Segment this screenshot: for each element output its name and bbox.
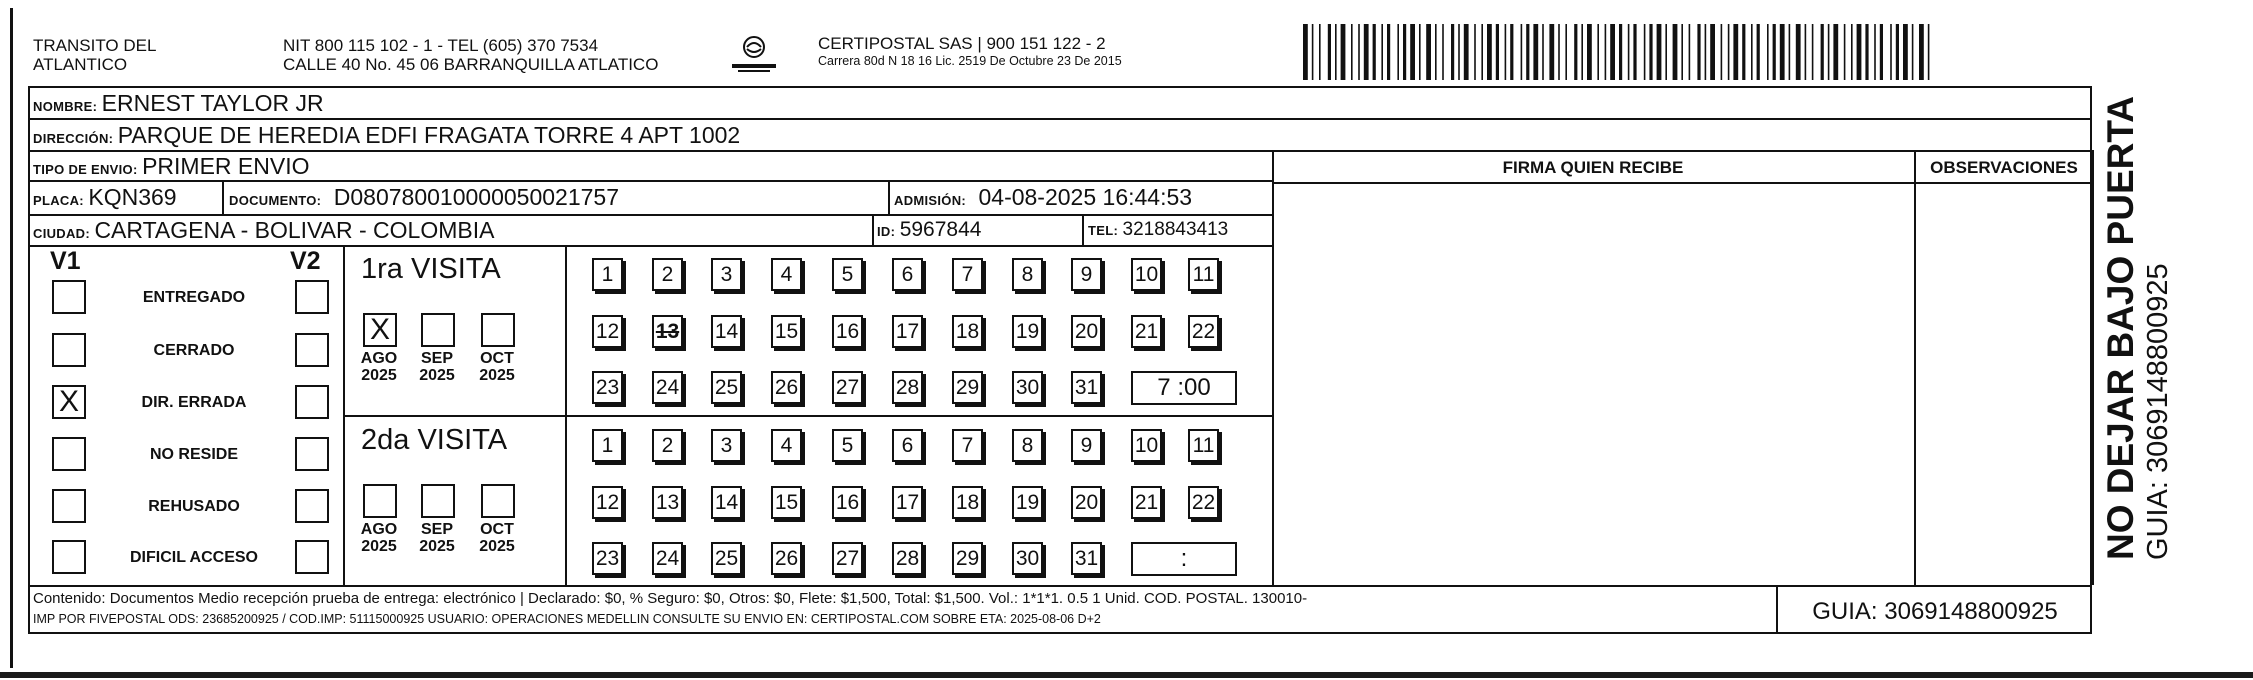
day-box[interactable]: 23 bbox=[592, 542, 623, 575]
day-box[interactable]: 20 bbox=[1071, 486, 1102, 519]
observaciones-header: OBSERVACIONES bbox=[1930, 158, 2078, 177]
row-divider bbox=[28, 245, 1272, 247]
barcode-bar bbox=[1328, 24, 1331, 80]
barcode-bar bbox=[1890, 24, 1892, 80]
barcode-bar bbox=[1710, 24, 1715, 80]
status-label: DIFICIL ACCESO bbox=[129, 549, 258, 566]
barcode-bar bbox=[1657, 24, 1662, 80]
v2-checkbox[interactable] bbox=[295, 385, 329, 419]
barcode-bar bbox=[1689, 24, 1691, 80]
month-checkbox[interactable] bbox=[421, 484, 455, 518]
barcode-bar bbox=[1851, 24, 1853, 80]
barcode-bar bbox=[1442, 24, 1444, 80]
barcode-bar bbox=[1928, 24, 1930, 80]
day-box[interactable]: 17 bbox=[892, 315, 923, 348]
day-box[interactable]: 20 bbox=[1071, 315, 1102, 348]
month-checkbox[interactable] bbox=[363, 484, 397, 518]
barcode-bar bbox=[1474, 24, 1476, 80]
barcode-bar bbox=[1912, 24, 1914, 80]
barcode-bar bbox=[1403, 24, 1406, 80]
month-label bbox=[471, 521, 523, 555]
barcode-bar bbox=[1521, 24, 1523, 80]
v1-header: V1 bbox=[50, 247, 81, 275]
barcode-bar bbox=[1435, 24, 1437, 80]
barcode-bar bbox=[1773, 24, 1776, 80]
day-box[interactable]: 12 bbox=[592, 315, 623, 348]
row-divider bbox=[28, 180, 1272, 182]
documento-label: DOCUMENTO: bbox=[229, 193, 322, 208]
status-label: CERRADO bbox=[153, 342, 235, 359]
barcode-bar bbox=[1312, 24, 1314, 80]
barcode-bar bbox=[1397, 24, 1399, 80]
row-divider bbox=[1272, 182, 2092, 184]
barcode-bar bbox=[1880, 24, 1883, 80]
v2-checkbox[interactable] bbox=[295, 437, 329, 471]
barcode-bar bbox=[1821, 24, 1824, 80]
day-box[interactable]: 3 bbox=[711, 429, 742, 462]
month-name: OCT bbox=[480, 350, 514, 367]
day-box[interactable]: 15 bbox=[771, 486, 802, 519]
day-box[interactable]: 19 bbox=[1012, 486, 1043, 519]
placa-label: PLACA: bbox=[33, 193, 84, 208]
side-guia: GUIA: 3069148800925 bbox=[2142, 263, 2174, 560]
month-name: AGO bbox=[360, 521, 398, 538]
day-box[interactable]: 5 bbox=[832, 429, 863, 462]
v2-checkbox[interactable] bbox=[295, 540, 329, 574]
day-box[interactable]: 18 bbox=[952, 486, 983, 519]
barcode-bar bbox=[1364, 24, 1369, 80]
day-box[interactable]: 9 bbox=[1071, 429, 1102, 462]
barcode-bar bbox=[1542, 24, 1544, 80]
barcode-bar bbox=[1665, 24, 1667, 80]
day-box[interactable]: 22 bbox=[1188, 486, 1219, 519]
day-box[interactable]: 4 bbox=[771, 429, 802, 462]
day-box[interactable]: 12 bbox=[592, 486, 623, 519]
barcode-bar bbox=[1673, 24, 1678, 80]
barcode-bar bbox=[1381, 24, 1383, 80]
barcode-bar bbox=[1757, 24, 1760, 80]
barcode-bar bbox=[1533, 24, 1538, 80]
col-divider bbox=[888, 182, 890, 214]
edge-line bbox=[10, 8, 13, 668]
barcode-bar bbox=[1628, 24, 1630, 80]
day-box[interactable]: 8 bbox=[1012, 258, 1043, 291]
day-box[interactable]: 5 bbox=[832, 258, 863, 291]
month-year: 2025 bbox=[479, 538, 515, 555]
day-box[interactable]: 17 bbox=[892, 486, 923, 519]
month-name: AGO bbox=[360, 350, 398, 367]
nombre-row bbox=[33, 90, 324, 117]
barcode-bar bbox=[1419, 24, 1421, 80]
ciudad-label: CIUDAD: bbox=[33, 226, 90, 241]
col-divider bbox=[1082, 214, 1084, 245]
barcode-bar bbox=[1812, 24, 1814, 80]
footer-guia-number: GUIA: 3069148800925 bbox=[1812, 598, 2058, 625]
day-box[interactable]: 29 bbox=[952, 542, 983, 575]
v2-checkbox[interactable] bbox=[295, 280, 329, 314]
col-divider bbox=[1272, 150, 1274, 585]
day-box[interactable]: 25 bbox=[711, 542, 742, 575]
barcode-bar bbox=[1619, 24, 1622, 80]
barcode-bar bbox=[1558, 24, 1560, 80]
status-label: DIR. ERRADA bbox=[141, 394, 247, 411]
barcode-bar bbox=[1874, 24, 1876, 80]
edge-line bbox=[0, 672, 2253, 678]
barcode-bar bbox=[1505, 24, 1507, 80]
placa-cell bbox=[33, 184, 177, 211]
id-cell bbox=[877, 218, 981, 242]
month-name: SEP bbox=[420, 350, 453, 367]
day-box[interactable]: 9 bbox=[1071, 258, 1102, 291]
day-box[interactable]: 2 bbox=[652, 258, 683, 291]
day-box[interactable]: 3 bbox=[711, 258, 742, 291]
barcode-bar bbox=[1319, 24, 1321, 80]
month-year: 2025 bbox=[419, 367, 455, 384]
month-year: 2025 bbox=[361, 367, 397, 384]
month-checkbox[interactable] bbox=[481, 313, 515, 347]
v2-header: V2 bbox=[290, 247, 321, 275]
barcode-bar bbox=[1633, 24, 1636, 80]
company-contact bbox=[283, 36, 658, 74]
row-divider bbox=[28, 214, 1272, 216]
day-box[interactable]: 18 bbox=[952, 315, 983, 348]
barcode-bar bbox=[1373, 24, 1376, 80]
barcode-bar bbox=[1780, 24, 1785, 80]
ciudad-value: CARTAGENA - BOLIVAR - COLOMBIA bbox=[94, 217, 495, 243]
col-divider bbox=[872, 214, 874, 245]
side-notice bbox=[2100, 60, 2230, 560]
day-box[interactable]: 16 bbox=[832, 315, 863, 348]
address-line: CALLE 40 No. 45 06 BARRANQUILLA ATLATICO bbox=[283, 55, 659, 74]
admision-value: 04-08-2025 16:44:53 bbox=[978, 184, 1193, 210]
v2-checkbox[interactable] bbox=[295, 489, 329, 523]
month-name: SEP bbox=[420, 521, 453, 538]
company-name-line2: ATLANTICO bbox=[33, 55, 128, 74]
month-label bbox=[411, 521, 463, 555]
admision-cell bbox=[894, 184, 1192, 211]
barcode-bar bbox=[1335, 24, 1337, 80]
barcode-bar bbox=[1387, 24, 1390, 80]
status-label: REHUSADO bbox=[148, 498, 240, 515]
time-field[interactable]: : bbox=[1131, 542, 1237, 576]
v1-checkbox[interactable] bbox=[52, 540, 86, 574]
firma-header: FIRMA QUIEN RECIBE bbox=[1502, 158, 1684, 177]
admision-label: ADMISIÓN: bbox=[894, 193, 967, 208]
barcode-bar bbox=[1789, 24, 1791, 80]
barcode-bar bbox=[1464, 24, 1469, 80]
barcode-bar bbox=[1857, 24, 1862, 80]
barcode-bar bbox=[1426, 24, 1431, 80]
barcode-bar bbox=[1828, 24, 1830, 80]
ciudad-cell bbox=[33, 217, 494, 244]
tel-value: 3218843413 bbox=[1122, 219, 1229, 240]
month-label bbox=[471, 350, 523, 384]
barcode-bar bbox=[1351, 24, 1353, 80]
barcode-bar bbox=[1733, 24, 1738, 80]
documento-cell bbox=[229, 184, 619, 211]
company-name-line1: TRANSITO DEL bbox=[33, 36, 157, 55]
visit-title: 1ra VISITA bbox=[361, 253, 501, 285]
barcode-bar bbox=[1487, 24, 1492, 80]
barcode-bar bbox=[1833, 24, 1838, 80]
barcode-bar bbox=[1742, 24, 1745, 80]
tel-label: TEL: bbox=[1088, 223, 1119, 238]
day-box[interactable]: 8 bbox=[1012, 429, 1043, 462]
barcode-bar bbox=[1728, 24, 1730, 80]
direccion-label: DIRECCIÓN: bbox=[33, 131, 114, 146]
day-box[interactable]: 16 bbox=[832, 486, 863, 519]
day-box[interactable]: 31 bbox=[1071, 542, 1102, 575]
nombre-value: ERNEST TAYLOR JR bbox=[101, 90, 324, 116]
nombre-label: NOMBRE: bbox=[33, 99, 98, 114]
month-checkbox[interactable] bbox=[421, 313, 455, 347]
status-label: ENTREGADO bbox=[142, 289, 246, 306]
placa-value: KQN369 bbox=[88, 184, 177, 210]
barcode-bar bbox=[1341, 24, 1346, 80]
id-value: 5967844 bbox=[899, 218, 982, 241]
month-year: 2025 bbox=[479, 367, 515, 384]
row-divider bbox=[28, 150, 2092, 152]
day-box[interactable]: 24 bbox=[652, 542, 683, 575]
month-label bbox=[411, 350, 463, 384]
day-box[interactable]: 29 bbox=[952, 371, 983, 404]
day-box[interactable]: 28 bbox=[892, 542, 923, 575]
barcode-bar bbox=[1649, 24, 1652, 80]
barcode-bar bbox=[1510, 24, 1513, 80]
day-box[interactable]: 26 bbox=[771, 371, 802, 404]
barcode-bar bbox=[1644, 24, 1646, 80]
v1-checkbox[interactable] bbox=[52, 437, 86, 471]
side-notice-line1: NO DEJAR BAJO PUERTA bbox=[2100, 96, 2141, 560]
tipo-envio-label: TIPO DE ENVIO: bbox=[33, 162, 138, 177]
day-box[interactable]: 14 bbox=[711, 486, 742, 519]
tel-cell bbox=[1088, 219, 1228, 241]
barcode-bar bbox=[1705, 24, 1707, 80]
v1-checkbox[interactable] bbox=[52, 333, 86, 367]
day-box[interactable]: 1 bbox=[592, 258, 623, 291]
barcode-bar bbox=[1549, 24, 1554, 80]
day-box[interactable]: 7 bbox=[952, 258, 983, 291]
day-box[interactable]: 13 bbox=[652, 486, 683, 519]
barcode-bar bbox=[1574, 24, 1577, 80]
day-box[interactable]: 22 bbox=[1188, 315, 1219, 348]
footer-line2: IMP POR FIVEPOSTAL ODS: 23685200925 / COD.IMP: 51115000925 USUARIO: OPERACIONES MEDELLIN CONSULTE SU ENVIO EN: CERTIPOSTAL.COM SOBRE ETA: 2025-08-06 D+2 bbox=[33, 612, 1101, 626]
barcode-bar bbox=[1605, 24, 1607, 80]
month-checkbox[interactable] bbox=[481, 484, 515, 518]
documento-value: D080780010000050021757 bbox=[333, 184, 619, 210]
barcode-bar bbox=[1597, 24, 1599, 80]
day-box[interactable]: 6 bbox=[892, 258, 923, 291]
company-name bbox=[33, 36, 156, 74]
day-box[interactable]: 27 bbox=[832, 371, 863, 404]
month-year: 2025 bbox=[419, 538, 455, 555]
col-divider bbox=[222, 182, 224, 214]
barcode-bar bbox=[1903, 24, 1908, 80]
day-box[interactable]: 1 bbox=[592, 429, 623, 462]
row-divider bbox=[343, 415, 1272, 417]
tipo-envio-value: PRIMER ENVIO bbox=[142, 153, 310, 179]
barcode-bar bbox=[1458, 24, 1460, 80]
v2-checkbox[interactable] bbox=[295, 333, 329, 367]
barcode-bar bbox=[1496, 24, 1499, 80]
barcode-bar bbox=[1721, 24, 1723, 80]
barcode-bar bbox=[1796, 24, 1801, 80]
day-box[interactable]: 11 bbox=[1188, 258, 1219, 291]
day-box[interactable]: 7 bbox=[952, 429, 983, 462]
row-divider bbox=[28, 118, 2092, 120]
barcode bbox=[1301, 24, 1933, 80]
barcode-bar bbox=[1481, 24, 1483, 80]
barcode-bar bbox=[1610, 24, 1615, 80]
day-box[interactable]: 27 bbox=[832, 542, 863, 575]
status-label: NO RESIDE bbox=[149, 446, 238, 463]
day-box[interactable]: 15 bbox=[771, 315, 802, 348]
col-divider bbox=[1914, 150, 1916, 585]
certipostal-info bbox=[818, 34, 1122, 70]
direccion-row bbox=[33, 122, 740, 149]
footer-line1: Contenido: Documentos Medio recepción prueba de entrega: electrónico | Declarado: $0, % Seguro: $0, Otros: $0, Flete: $1,500, Total: $1,500. Vol.: 1*1*1. 0.5 1 Unid. COD. POSTAL. 130010- bbox=[33, 590, 1308, 607]
v1-checkbox[interactable]: X bbox=[52, 385, 86, 419]
month-checkbox[interactable]: X bbox=[363, 313, 397, 347]
month-year: 2025 bbox=[361, 538, 397, 555]
day-box[interactable]: 11 bbox=[1188, 429, 1219, 462]
barcode-bar bbox=[1767, 24, 1769, 80]
time-field[interactable]: 7 :00 bbox=[1131, 371, 1237, 405]
day-box[interactable]: 6 bbox=[892, 429, 923, 462]
day-box[interactable]: 23 bbox=[592, 371, 623, 404]
footer-content bbox=[33, 588, 1307, 630]
day-box[interactable]: 10 bbox=[1131, 429, 1162, 462]
barcode-bar bbox=[1451, 24, 1454, 80]
col-divider bbox=[2092, 150, 2094, 585]
day-box[interactable]: 30 bbox=[1012, 371, 1043, 404]
day-box[interactable]: 2 bbox=[652, 429, 683, 462]
day-box[interactable]: 28 bbox=[892, 371, 923, 404]
day-box[interactable]: 21 bbox=[1131, 315, 1162, 348]
day-box[interactable]: 21 bbox=[1131, 486, 1162, 519]
month-label bbox=[353, 521, 405, 555]
visit-title: 2da VISITA bbox=[361, 424, 508, 456]
direccion-value: PARQUE DE HEREDIA EDFI FRAGATA TORRE 4 APT 1002 bbox=[117, 122, 741, 148]
month-name: OCT bbox=[480, 521, 514, 538]
day-box[interactable]: 24 bbox=[652, 371, 683, 404]
nit-line: NIT 800 115 102 - 1 - TEL (605) 370 7534 bbox=[283, 36, 599, 55]
certipostal-line2: Carrera 80d N 18 16 Lic. 2519 De Octubre 23 De 2015 bbox=[818, 54, 1122, 68]
barcode-bar bbox=[1303, 24, 1308, 80]
day-box[interactable]: 31 bbox=[1071, 371, 1102, 404]
day-box[interactable]: 30 bbox=[1012, 542, 1043, 575]
barcode-bar bbox=[1919, 24, 1924, 80]
certipostal-line1: CERTIPOSTAL SAS | 900 151 122 - 2 bbox=[818, 34, 1106, 53]
tipo-envio-row bbox=[33, 153, 309, 180]
barcode-bar bbox=[1526, 24, 1529, 80]
v1-checkbox[interactable] bbox=[52, 280, 86, 314]
barcode-bar bbox=[1587, 24, 1592, 80]
barcode-bar bbox=[1844, 24, 1846, 80]
certipostal-logo-icon bbox=[728, 34, 780, 76]
barcode-bar bbox=[1697, 24, 1700, 80]
day-box[interactable]: 13 bbox=[652, 315, 683, 348]
barcode-bar bbox=[1565, 24, 1567, 80]
barcode-bar bbox=[1581, 24, 1583, 80]
month-label bbox=[353, 350, 405, 384]
barcode-bar bbox=[1751, 24, 1753, 80]
day-box[interactable]: 4 bbox=[771, 258, 802, 291]
day-box[interactable]: 14 bbox=[711, 315, 742, 348]
barcode-bar bbox=[1681, 24, 1683, 80]
day-box[interactable]: 25 bbox=[711, 371, 742, 404]
row-divider bbox=[28, 585, 2092, 587]
barcode-bar bbox=[1410, 24, 1415, 80]
barcode-bar bbox=[1358, 24, 1360, 80]
id-label: ID: bbox=[877, 224, 896, 239]
day-box[interactable]: 26 bbox=[771, 542, 802, 575]
day-box[interactable]: 10 bbox=[1131, 258, 1162, 291]
v1-checkbox[interactable] bbox=[52, 489, 86, 523]
barcode-bar bbox=[1896, 24, 1899, 80]
barcode-bar bbox=[1865, 24, 1868, 80]
barcode-bar bbox=[1805, 24, 1807, 80]
day-box[interactable]: 19 bbox=[1012, 315, 1043, 348]
